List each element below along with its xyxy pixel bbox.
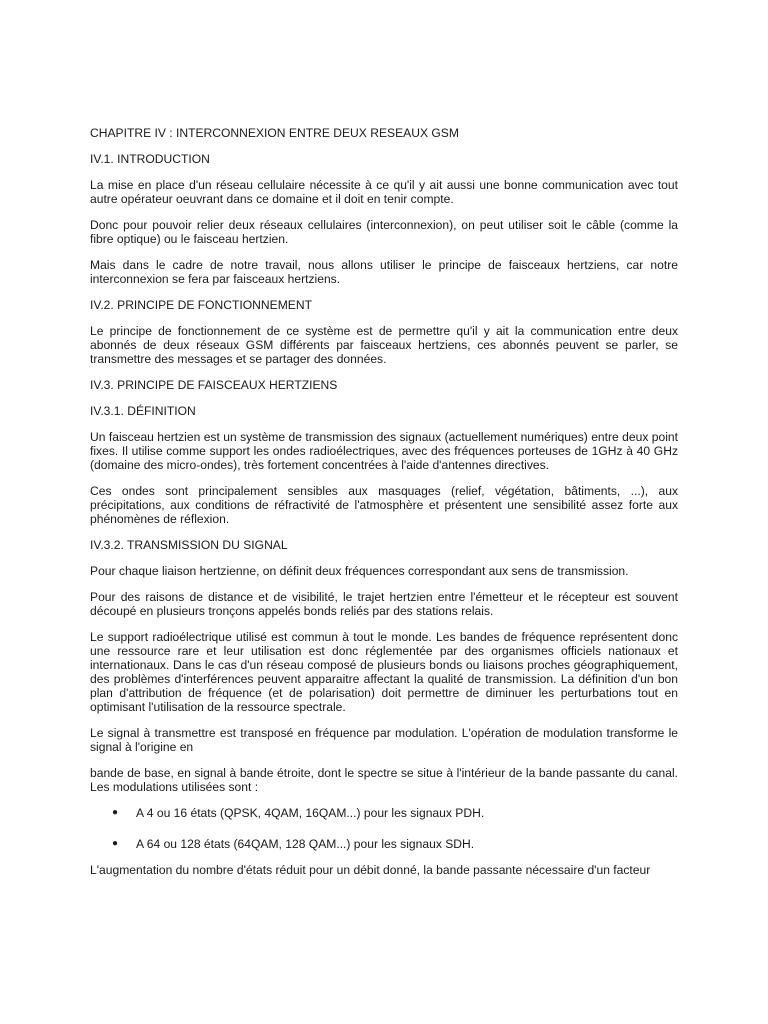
list-item [90, 837, 678, 851]
paragraph: bande de base, en signal à bande étroite, dont le spectre se situe à l'intérieur de la bande passante du canal. Les modulations utilisées sont : [90, 766, 678, 794]
paragraph: Mais dans le cadre de notre travail, nous allons utiliser le principe de faisceaux hertziens, car notre interconnexion se fera par faisceaux hertziens. [90, 258, 678, 286]
section-heading-faisceaux: IV.3. PRINCIPE DE FAISCEAUX HERTZIENS [90, 378, 338, 392]
list-item-text: A 64 ou 128 états (64QAM, 128 QAM...) pour les signaux SDH. [136, 837, 475, 851]
paragraph: Ces ondes sont principalement sensibles aux masquages (relief, végétation, bâtiments, ...), aux précipitations, aux conditions de réfractivité de l'atmosphère et présentent une sensibilité assez forte aux phénomènes de réflexion. [90, 484, 678, 526]
list-item [90, 806, 678, 820]
subsection-heading-transmission: IV.3.2. TRANSMISSION DU SIGNAL [90, 538, 288, 552]
subsection-heading-definition: IV.3.1. DÉFINITION [90, 404, 196, 418]
paragraph: Donc pour pouvoir relier deux réseaux cellulaires (interconnexion), on peut utiliser soit le câble (comme la fibre optique) ou le faisceau hertzien. [90, 218, 678, 246]
paragraph: Pour chaque liaison hertzienne, on définit deux fréquences correspondant aux sens de transmission. [90, 564, 629, 578]
bullet-icon: ● [112, 807, 119, 818]
paragraph: Le support radioélectrique utilisé est commun à tout le monde. Les bandes de fréquence représentent donc une ressource rare et leur utilisation est donc réglementée par des organismes officiels nationaux et internationaux. Dans le cas d'un réseau composé de plusieurs bonds ou liaisons proches géographiquement, des problèmes d'interférences peuvent apparaitre affectant la qualité de transmission. La définition d'un bon plan d'attribution de fréquence (et de polarisation) doit permettre de diminuer les perturbations tout en optimisant l'utilisation de la ressource spectrale. [90, 630, 678, 714]
paragraph: Un faisceau hertzien est un système de transmission des signaux (actuellement numériques) entre deux point fixes. Il utilise comme support les ondes radioélectriques, avec des fréquences porteuses de 1GHz à 40 GHz (domaine des micro-ondes), très fortement concentrées à l'aide d'antennes directives. [90, 430, 678, 472]
chapter-title: CHAPITRE IV : INTERCONNEXION ENTRE DEUX RESEAUX GSM [90, 126, 459, 140]
document-page [90, 126, 678, 877]
paragraph: La mise en place d'un réseau cellulaire nécessite à ce qu'il y ait aussi une bonne communication avec tout autre opérateur oeuvrant dans ce domaine et il doit en tenir compte. [90, 178, 678, 206]
paragraph: Pour des raisons de distance et de visibilité, le trajet hertzien entre l'émetteur et le récepteur est souvent découpé en plusieurs tronçons appelés bonds reliés par des stations relais. [90, 590, 678, 618]
paragraph: Le signal à transmettre est transposé en fréquence par modulation. L'opération de modulation transforme le signal à l'origine en [90, 726, 678, 754]
paragraph: Le principe de fonctionnement de ce système est de permettre qu'il y ait la communication entre deux abonnés de deux réseaux GSM différents par faisceaux hertziens, ces abonnés peuvent se parler, se transmettre des messages et se partager des données. [90, 324, 678, 366]
bullet-icon: ● [112, 838, 119, 849]
list-item-text: A 4 ou 16 états (QPSK, 4QAM, 16QAM...) pour les signaux PDH. [136, 806, 485, 820]
paragraph: L'augmentation du nombre d'états réduit pour un débit donné, la bande passante nécessaire d'un facteur [90, 863, 651, 877]
section-heading-principe: IV.2. PRINCIPE DE FONCTIONNEMENT [90, 298, 312, 312]
modulation-list [90, 806, 678, 851]
section-heading-introduction: IV.1. INTRODUCTION [90, 152, 210, 166]
